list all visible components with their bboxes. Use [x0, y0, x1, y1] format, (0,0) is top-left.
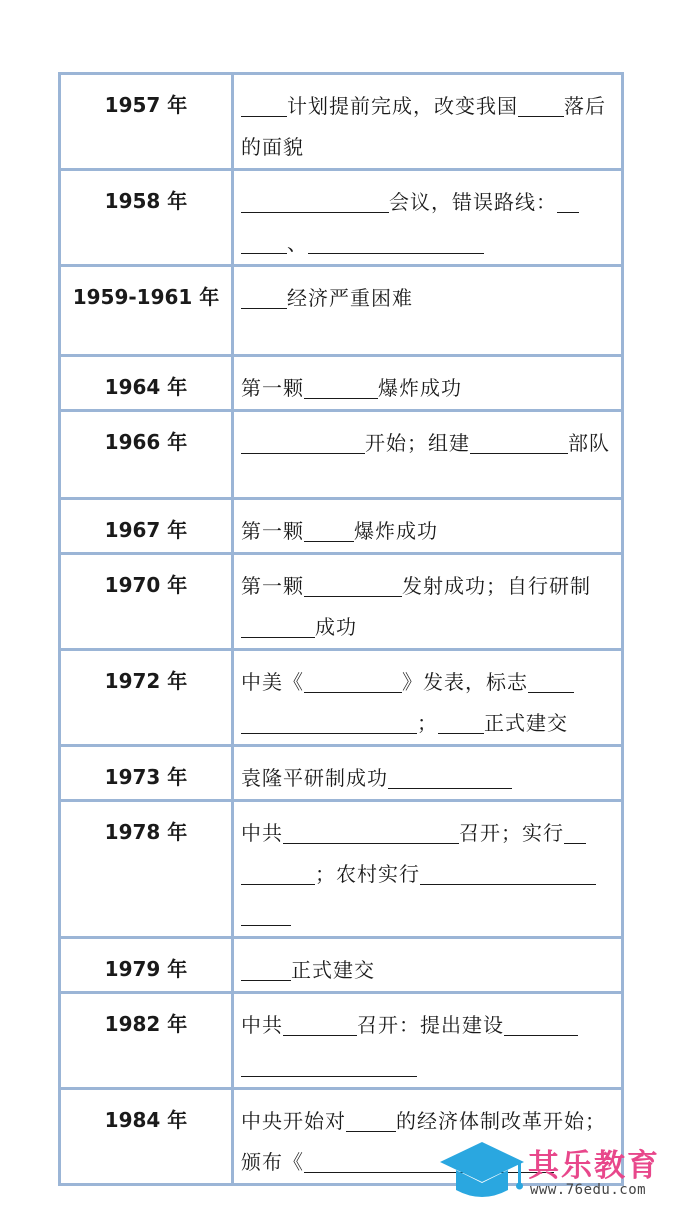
fill-in-blank[interactable] — [557, 190, 579, 213]
event-cell — [233, 356, 623, 411]
event-text: 开始；组建 — [365, 431, 470, 455]
event-cell — [233, 170, 623, 266]
fill-in-blank[interactable] — [564, 821, 586, 844]
fill-in-blank[interactable] — [241, 231, 287, 254]
event-cell — [233, 650, 623, 746]
fill-in-blank[interactable] — [528, 670, 574, 693]
year-cell: 1978 年 — [60, 801, 233, 938]
event-text: 召开；实行 — [459, 821, 564, 845]
year-cell: 1973 年 — [60, 746, 233, 801]
fill-in-blank[interactable] — [438, 711, 484, 734]
year-cell: 1967 年 — [60, 499, 233, 554]
fill-in-blank[interactable] — [504, 1013, 578, 1036]
year-cell: 1984 年 — [60, 1089, 233, 1185]
event-text: 中共 — [241, 821, 283, 845]
history-timeline-table — [58, 72, 624, 1186]
fill-in-blank[interactable] — [241, 1054, 417, 1077]
fill-in-blank[interactable] — [283, 1013, 357, 1036]
history-timeline-table-wrapper — [58, 72, 624, 1186]
event-text: 正式建交 — [291, 958, 375, 982]
event-text: 落后的面貌 — [241, 94, 606, 159]
event-text: 第一颗 — [241, 574, 304, 598]
event-text: 经济严重困难 — [287, 286, 413, 310]
event-text: 会议，错误路线： — [389, 190, 557, 214]
fill-in-blank[interactable] — [304, 519, 354, 542]
fill-in-blank[interactable] — [470, 431, 568, 454]
event-cell — [233, 266, 623, 356]
fill-in-blank[interactable] — [304, 670, 402, 693]
brand-name: 其乐教育 — [528, 1148, 660, 1184]
fill-in-blank[interactable] — [241, 286, 287, 309]
event-text: ；农村实行 — [315, 862, 420, 886]
event-text: 中美《 — [241, 670, 304, 694]
event-text: 第一颗 — [241, 519, 304, 543]
event-text: 正式建交 — [484, 711, 568, 735]
year-cell: 1959-1961 年 — [60, 266, 233, 356]
fill-in-blank[interactable] — [388, 766, 512, 789]
event-cell — [233, 993, 623, 1089]
fill-in-blank[interactable] — [241, 94, 287, 117]
year-cell: 1979 年 — [60, 938, 233, 993]
event-cell — [233, 801, 623, 938]
event-cell — [233, 74, 623, 170]
event-text: 的经济体制改革开始；颁布《 — [241, 1109, 606, 1174]
fill-in-blank[interactable] — [241, 958, 291, 981]
event-text: ； — [417, 711, 438, 735]
fill-in-blank[interactable] — [241, 190, 389, 213]
fill-in-blank[interactable] — [518, 94, 564, 117]
event-text: 爆炸成功 — [354, 519, 438, 543]
event-text: 中央开始对 — [241, 1109, 346, 1133]
year-cell: 1964 年 — [60, 356, 233, 411]
event-text: 成功 — [315, 615, 357, 639]
year-cell: 1958 年 — [60, 170, 233, 266]
event-text: 部队 — [568, 431, 610, 455]
event-text: 袁隆平研制成功 — [241, 766, 388, 790]
fill-in-blank[interactable] — [241, 903, 291, 926]
year-cell: 1972 年 — [60, 650, 233, 746]
brand-url: www.76edu.com — [530, 1182, 647, 1198]
event-text: 》发表，标志 — [402, 670, 528, 694]
fill-in-blank[interactable] — [420, 862, 596, 885]
brand-logo — [438, 1140, 678, 1202]
timeline-body — [60, 74, 623, 1185]
event-cell — [233, 554, 623, 650]
timeline-row — [60, 499, 623, 554]
fill-in-blank[interactable] — [346, 1109, 396, 1132]
year-cell: 1957 年 — [60, 74, 233, 170]
timeline-row — [60, 801, 623, 938]
fill-in-blank[interactable] — [308, 231, 484, 254]
event-text: 计划提前完成，改变我国 — [287, 94, 518, 118]
year-cell: 1970 年 — [60, 554, 233, 650]
event-text: 发射成功；自行研制 — [402, 574, 591, 598]
fill-in-blank[interactable] — [241, 615, 315, 638]
event-cell — [233, 746, 623, 801]
fill-in-blank[interactable] — [304, 376, 378, 399]
timeline-row — [60, 266, 623, 356]
timeline-row — [60, 74, 623, 170]
fill-in-blank[interactable] — [241, 711, 417, 734]
graduation-cap-icon — [438, 1140, 526, 1202]
year-cell: 1966 年 — [60, 411, 233, 499]
fill-in-blank[interactable] — [241, 431, 365, 454]
event-cell — [233, 411, 623, 499]
timeline-row — [60, 170, 623, 266]
timeline-row — [60, 938, 623, 993]
timeline-row — [60, 993, 623, 1089]
timeline-row — [60, 650, 623, 746]
timeline-row — [60, 356, 623, 411]
year-cell: 1982 年 — [60, 993, 233, 1089]
event-text: 第一颗 — [241, 376, 304, 400]
event-text: 召开：提出建设 — [357, 1013, 504, 1037]
timeline-row — [60, 411, 623, 499]
event-cell — [233, 938, 623, 993]
timeline-row — [60, 746, 623, 801]
timeline-row — [60, 554, 623, 650]
event-cell — [233, 499, 623, 554]
event-text: 中共 — [241, 1013, 283, 1037]
event-text: 爆炸成功 — [378, 376, 462, 400]
fill-in-blank[interactable] — [283, 821, 459, 844]
event-text: 、 — [287, 231, 308, 255]
fill-in-blank[interactable] — [241, 862, 315, 885]
fill-in-blank[interactable] — [304, 574, 402, 597]
